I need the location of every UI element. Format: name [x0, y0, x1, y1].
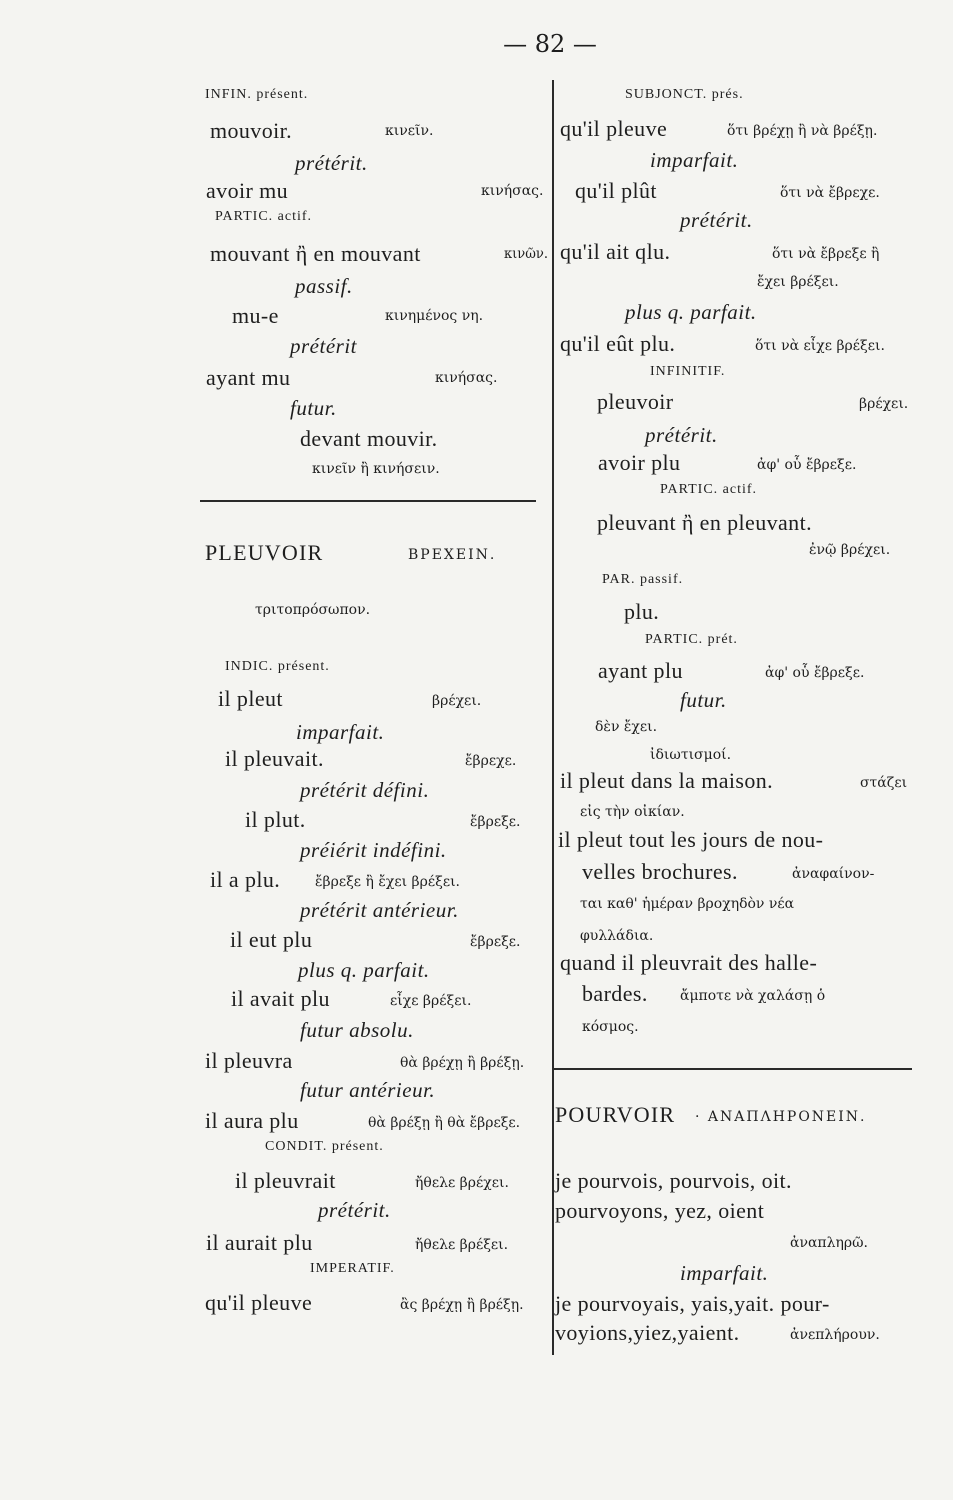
right-column-line: quand il pleuvrait des halle- [560, 950, 818, 975]
left-column-line: mu-e [232, 303, 279, 328]
right-column-line: στάζει [860, 775, 908, 791]
left-column-line: ἔβρεξε. [470, 934, 521, 950]
left-column-line: futur. [290, 396, 337, 420]
right-column-line: velles brochures. [582, 859, 738, 884]
left-column-line: θὰ βρέχῃ ἢ βρέξῃ. [400, 1055, 525, 1071]
right-column-line: INFINITIF. [650, 364, 726, 379]
left-column-line: prétérit. [295, 151, 368, 175]
left-column-line: ἂς βρέχῃ ἢ βρέξῃ. [400, 1297, 524, 1313]
left-column-line: θὰ βρέξῃ ἢ θὰ ἔβρεξε. [368, 1115, 521, 1131]
left-column-line: ἤθελε βρέξει. [415, 1237, 509, 1253]
right-column-line: pleuvoir [597, 389, 674, 414]
left-column-line: κινημένος νη. [385, 308, 484, 324]
left-column-line: CONDIT. présent. [265, 1139, 384, 1154]
left-column-line: qu'il pleuve [205, 1290, 313, 1315]
left-column-line: prétérit défini. [300, 778, 430, 802]
right-column-line: εἰς τὴν οἰκίαν. [580, 804, 685, 820]
right-column-line: ὅτι νὰ ἔβρεχε. [780, 185, 880, 201]
section-divider-left [200, 500, 536, 502]
left-column-line: il plut. [245, 807, 306, 832]
left-column-line: ἔβρεξε. [470, 814, 521, 830]
left-column-line: il pleuvrait [235, 1168, 336, 1193]
right-column-line: POURVOIR [555, 1102, 676, 1127]
left-column-line: mouvoir. [210, 118, 293, 143]
right-column-line: futur. [680, 688, 727, 712]
right-column-line: je pourvois, pourvois, oit. [555, 1168, 792, 1193]
right-column-line: ἀναπληρῶ. [790, 1235, 868, 1251]
column-divider [552, 80, 554, 1355]
left-column-line: mouvant ἢ en mouvant [210, 241, 421, 266]
right-column-line: ὅτι νὰ εἶχε βρέξει. [755, 338, 885, 354]
right-column-line: qu'il ait qlu. [560, 239, 671, 264]
left-column-line: prétérit [290, 334, 357, 358]
right-column-line: ἰδιωτισμοί. [650, 747, 732, 763]
right-column-line: ἀνεπλήρουν. [790, 1327, 880, 1343]
left-column-line: devant mouvir. [300, 426, 438, 451]
left-column-line: κινεῖν ἢ κινήσειν. [312, 461, 440, 477]
left-column-line: βρέχει. [432, 693, 482, 709]
left-column-line: IMPERATIF. [310, 1261, 395, 1276]
right-column-line: plus q. parfait. [625, 300, 757, 324]
left-column-line: il a plu. [210, 867, 281, 892]
right-column-line: PAR. passif. [602, 572, 684, 587]
left-column-line: il pleuvra [205, 1048, 293, 1073]
right-column-line: ὅτι νὰ ἔβρεξε ἢ [772, 246, 880, 262]
left-column-line: il aura plu [205, 1108, 299, 1133]
left-column-line: κινήσας. [435, 370, 498, 386]
right-column-line: bardes. [582, 981, 648, 1006]
right-column-line: ἀναφαίνον- [792, 866, 875, 882]
left-column-line: il eut plu [230, 927, 313, 952]
left-column-line: PLEUVOIR [205, 540, 324, 565]
right-column-line: ται καθ' ἡμέραν βροχηδὸν νέα [580, 896, 795, 912]
left-column-line: ἔβρεχε. [465, 753, 517, 769]
left-column-line: il pleut [218, 686, 283, 711]
left-column-line: plus q. parfait. [298, 958, 430, 982]
page-number: — 82 — [503, 30, 597, 58]
right-column-line: PARTIC. prét. [645, 632, 738, 647]
right-column-line: ἐνῷ βρέχει. [809, 542, 891, 558]
left-column-line: ΒΡΕΧΕΙΝ. [408, 547, 497, 563]
right-column-line: qu'il plût [575, 178, 657, 203]
right-column-line: · ΑΝΑΠΛΗΡΟΝΕΙΝ. [695, 1109, 867, 1125]
right-column-line: PARTIC. actif. [660, 482, 758, 497]
right-column-line: prétérit. [680, 208, 753, 232]
right-column-line: ἔχει βρέξει. [757, 274, 839, 290]
right-column-line: pourvoyons, yez, oient [555, 1198, 765, 1223]
left-column-line: il aurait plu [206, 1230, 313, 1255]
right-column-line: ἀφ' οὗ ἔβρεξε. [765, 665, 865, 681]
right-column-line: prétérit. [645, 423, 718, 447]
right-column-line: ἄμποτε νὰ χαλάσῃ ὁ [680, 988, 826, 1004]
right-column-line: δὲν ἔχει. [595, 719, 658, 735]
section-divider-right [552, 1068, 912, 1070]
right-column-line: qu'il pleuve [560, 116, 668, 141]
right-column-line: ὅτι βρέχῃ ἢ νὰ βρέξῃ. [727, 123, 878, 139]
right-column-line: je pourvoyais, yais,yait. pour- [555, 1291, 830, 1316]
left-column-line: INFIN. présent. [205, 87, 309, 102]
right-column-line: κόσμος. [582, 1019, 639, 1035]
right-column-line: il pleut tout les jours de nou- [558, 827, 824, 852]
left-column-line: ayant mu [206, 365, 291, 390]
left-column-line: κινήσας. [481, 183, 544, 199]
right-column-line: avoir plu [598, 450, 681, 475]
left-column-line: ἤθελε βρέχει. [415, 1175, 509, 1191]
right-column-line: ayant plu [598, 658, 683, 683]
left-column-line: INDIC. présent. [225, 659, 330, 674]
left-column-line: passif. [295, 274, 353, 298]
left-column-line: κινεῖν. [385, 123, 434, 139]
right-column-line: βρέχει. [859, 396, 909, 412]
left-column-line: κινῶν. [504, 246, 548, 262]
left-column-line: prétérit antérieur. [300, 898, 459, 922]
right-column-line: qu'il eût plu. [560, 331, 676, 356]
left-column-line: prétérit. [318, 1198, 391, 1222]
left-column-line: εἶχε βρέξει. [390, 993, 472, 1009]
right-column-line: ἀφ' οὗ ἔβρεξε. [757, 457, 857, 473]
left-column-line: imparfait. [296, 720, 385, 744]
right-column-line: imparfait. [650, 148, 739, 172]
right-column-line: pleuvant ἢ en pleuvant. [597, 510, 812, 535]
left-column-line: futur absolu. [300, 1018, 414, 1042]
left-column-line: futur antérieur. [300, 1078, 436, 1102]
left-column-line: avoir mu [206, 178, 289, 203]
right-column-line: imparfait. [680, 1261, 769, 1285]
left-column-line: il pleuvait. [225, 746, 324, 771]
left-column-line: PARTIC. actif. [215, 209, 313, 224]
left-column-line: préiérit indéfini. [300, 838, 447, 862]
right-column-line: SUBJONCT. prés. [625, 87, 744, 102]
right-column-line: il pleut dans la maison. [560, 768, 774, 793]
right-column-line: voyions,yiez,yaient. [555, 1320, 740, 1345]
right-column-line: plu. [624, 599, 660, 624]
left-column-line: ἔβρεξε ἢ ἔχει βρέξει. [315, 874, 461, 890]
left-column-line: il avait plu [231, 986, 330, 1011]
right-column-line: φυλλάδια. [580, 928, 654, 944]
left-column-line: τριτοπρόσωπον. [255, 602, 371, 618]
